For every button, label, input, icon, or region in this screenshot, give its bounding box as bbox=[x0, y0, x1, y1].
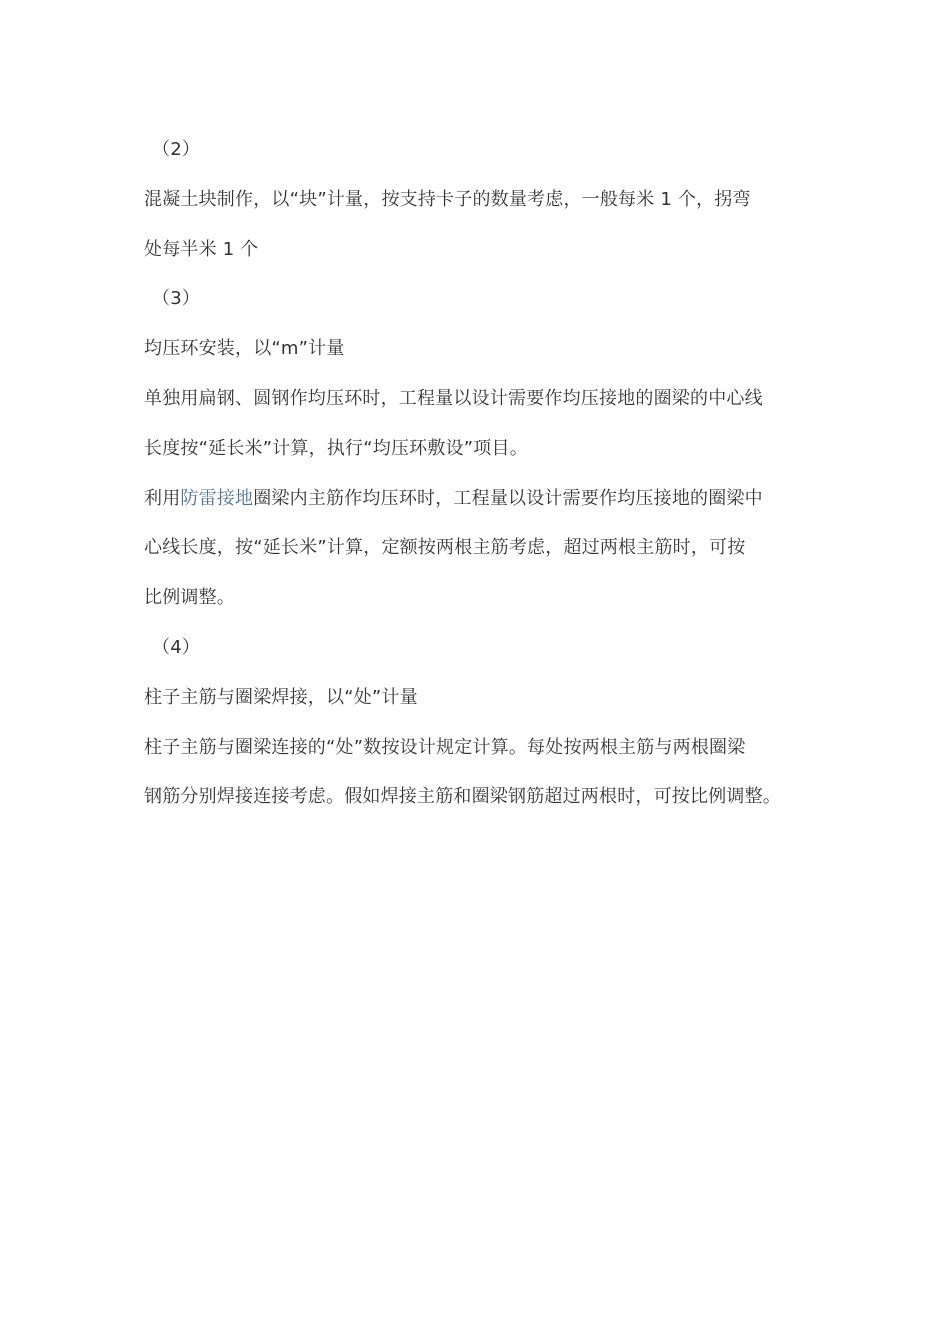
paragraph-line: 混凝土块制作，以“块”计量，按支持卡子的数量考虑，一般每米 1 个，拐弯 bbox=[144, 188, 751, 210]
section-heading-3: 均压环安装，以“m”计量 bbox=[144, 338, 345, 360]
paragraph-line: 心线长度，按“延长米”计算，定额按两根主筋考虑，超过两根主筋时，可按 bbox=[144, 537, 746, 559]
document-body bbox=[144, 125, 808, 822]
section-number-4: （4） bbox=[152, 636, 201, 658]
section-heading-4: 柱子主筋与圈梁焊接，以“处”计量 bbox=[144, 686, 418, 708]
paragraph-line: 钢筋分别焊接连接考虑。假如焊接主筋和圈梁钢筋超过两根时，可按比例调整。 bbox=[144, 786, 781, 808]
section-number-2: （2） bbox=[152, 139, 201, 160]
paragraph-line: 比例调整。 bbox=[144, 587, 235, 609]
paragraph-prefix: 利用 bbox=[144, 487, 181, 509]
lightning-grounding-link[interactable]: 防雷接地 bbox=[180, 487, 254, 509]
paragraph-suffix: 圈梁内主筋作均压环时，工程量以设计需要作均压接地的圈梁中 bbox=[253, 487, 763, 509]
paragraph-line: 柱子主筋与圈梁连接的“处”数按设计规定计算。每处按两根主筋与两根圈梁 bbox=[144, 736, 746, 758]
paragraph-line: 长度按“延长米”计算，执行“均压环敷设”项目。 bbox=[144, 437, 528, 459]
paragraph-line: 处每半米 1 个 bbox=[144, 238, 259, 260]
paragraph-line: 单独用扁钢、圆钢作均压环时，工程量以设计需要作均压接地的圈梁的中心线 bbox=[144, 387, 763, 409]
section-number-3: （3） bbox=[152, 288, 201, 310]
paragraph-line-with-link bbox=[144, 474, 808, 524]
